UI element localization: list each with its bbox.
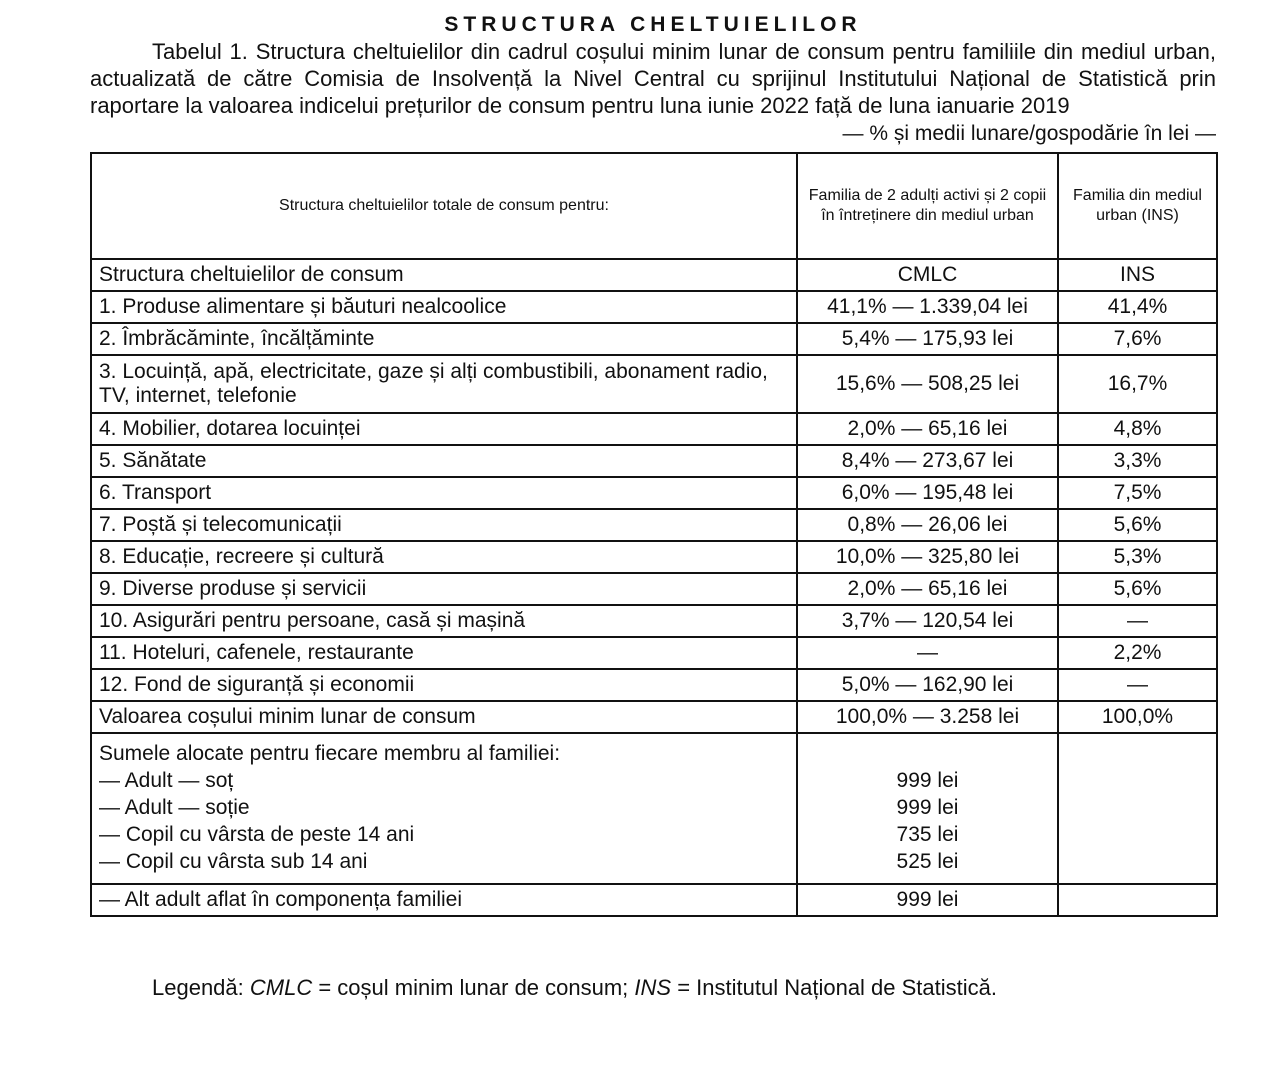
row-label: 12. Fond de siguranță și economii	[91, 669, 797, 701]
legend-def-cmlc: = coșul minim lunar de consum;	[312, 975, 635, 1000]
member-label: — Copil cu vârsta sub 14 ani	[99, 850, 368, 873]
ins-value: —	[1058, 605, 1217, 637]
ins-value: 5,3%	[1058, 541, 1217, 573]
table-caption: Tabelul 1. Structura cheltuielilor din cadrul coșului minim lunar de consum pentru familiile din mediul urban, actualizată de către Comisia de Insolvență la Nivel Central cu sprijinul Institutului Național de Statistică prin raportare la valoarea indicelui prețurilor de consum pentru luna iunie 2022 față de luna ianuarie 2019	[90, 39, 1216, 118]
legend-prefix: Legendă:	[152, 975, 250, 1000]
table-row	[91, 477, 1217, 509]
table-row	[91, 445, 1217, 477]
empty-cell	[1058, 733, 1217, 884]
header-cell: Familia de 2 adulți activi și 2 copii în întreținere din mediul urban	[797, 153, 1058, 259]
legend-abbr-ins: INS	[634, 975, 672, 1000]
cmlc-value: 2,0% — 65,16 lei	[797, 413, 1058, 445]
cmlc-value: 5,0% — 162,90 lei	[797, 669, 1058, 701]
row-label: 1. Produse alimentare și băuturi nealcoolice	[91, 291, 797, 323]
ins-value: 3,3%	[1058, 445, 1217, 477]
empty-cell	[1058, 884, 1217, 916]
table-row	[91, 259, 1217, 291]
member-value: 525 lei	[896, 850, 959, 873]
legend	[152, 974, 997, 1002]
table-row-total	[91, 701, 1217, 733]
member-value: 999 lei	[896, 796, 959, 819]
row-label: Valoarea coșului minim lunar de consum	[91, 701, 797, 733]
ins-value: 7,5%	[1058, 477, 1217, 509]
members-labels	[91, 733, 797, 884]
cmlc-value: 100,0% — 3.258 lei	[797, 701, 1058, 733]
header-cell: Familia din mediul urban (INS)	[1058, 153, 1217, 259]
row-label: 7. Poștă și telecomunicații	[91, 509, 797, 541]
row-label: Structura cheltuielilor de consum	[91, 259, 797, 291]
row-label: 4. Mobilier, dotarea locuinței	[91, 413, 797, 445]
ins-value: 16,7%	[1058, 355, 1217, 413]
cmlc-value: CMLC	[797, 259, 1058, 291]
table-header-row	[91, 153, 1217, 259]
document-page	[90, 12, 1216, 917]
document-title: STRUCTURA CHELTUIELILOR	[444, 13, 862, 36]
ins-value: INS	[1058, 259, 1217, 291]
table-row	[91, 884, 1217, 916]
ins-value: 5,6%	[1058, 509, 1217, 541]
cmlc-value: —	[797, 637, 1058, 669]
table-row	[91, 669, 1217, 701]
cmlc-value: 8,4% — 273,67 lei	[797, 445, 1058, 477]
row-label: 3. Locuință, apă, electricitate, gaze și alți combustibili, abonament radio, TV, internet, telefonie	[91, 355, 797, 413]
ins-value: 7,6%	[1058, 323, 1217, 355]
row-label: 10. Asigurări pentru persoane, casă și mașină	[91, 605, 797, 637]
cmlc-value: 2,0% — 65,16 lei	[797, 573, 1058, 605]
table-row	[91, 291, 1217, 323]
table-row	[91, 509, 1217, 541]
cmlc-value: 0,8% — 26,06 lei	[797, 509, 1058, 541]
member-value: 735 lei	[896, 823, 959, 846]
table-row	[91, 541, 1217, 573]
expense-structure-table	[90, 152, 1218, 917]
row-label: 9. Diverse produse și servicii	[91, 573, 797, 605]
row-label: 8. Educație, recreere și cultură	[91, 541, 797, 573]
table-row	[91, 355, 1217, 413]
cmlc-value: 41,1% — 1.339,04 lei	[797, 291, 1058, 323]
ins-value: 2,2%	[1058, 637, 1217, 669]
cmlc-value: 15,6% — 508,25 lei	[797, 355, 1058, 413]
cmlc-value: 3,7% — 120,54 lei	[797, 605, 1058, 637]
legend-abbr-cmlc: CMLC	[249, 975, 313, 1000]
cmlc-value: 999 lei	[797, 884, 1058, 916]
unit-note: — % și medii lunare/gospodărie în lei —	[842, 122, 1216, 145]
row-label: 2. Îmbrăcăminte, încălțăminte	[91, 323, 797, 355]
ins-value: 41,4%	[1058, 291, 1217, 323]
member-value: 999 lei	[896, 769, 959, 792]
table-row	[91, 323, 1217, 355]
table-row	[91, 637, 1217, 669]
row-label: 6. Transport	[91, 477, 797, 509]
header-cell: Structura cheltuielilor totale de consum pentru:	[91, 153, 797, 259]
members-heading: Sumele alocate pentru fiecare membru al familiei:	[99, 742, 561, 765]
cmlc-value: 5,4% — 175,93 lei	[797, 323, 1058, 355]
row-label: 5. Sănătate	[91, 445, 797, 477]
members-values	[797, 733, 1058, 884]
table-row	[91, 573, 1217, 605]
member-label: — Adult — soț	[99, 769, 234, 792]
row-label: 11. Hoteluri, cafenele, restaurante	[91, 637, 797, 669]
ins-value: 5,6%	[1058, 573, 1217, 605]
legend-def-ins: = Institutul Național de Statistică.	[671, 975, 998, 1000]
ins-value: —	[1058, 669, 1217, 701]
row-label: — Alt adult aflat în componența familiei	[91, 884, 797, 916]
member-label: — Copil cu vârsta de peste 14 ani	[99, 823, 415, 846]
member-label: — Adult — soție	[99, 796, 250, 819]
ins-value: 100,0%	[1058, 701, 1217, 733]
members-row	[91, 733, 1217, 884]
table-row	[91, 413, 1217, 445]
cmlc-value: 10,0% — 325,80 lei	[797, 541, 1058, 573]
cmlc-value: 6,0% — 195,48 lei	[797, 477, 1058, 509]
ins-value: 4,8%	[1058, 413, 1217, 445]
table-row	[91, 605, 1217, 637]
